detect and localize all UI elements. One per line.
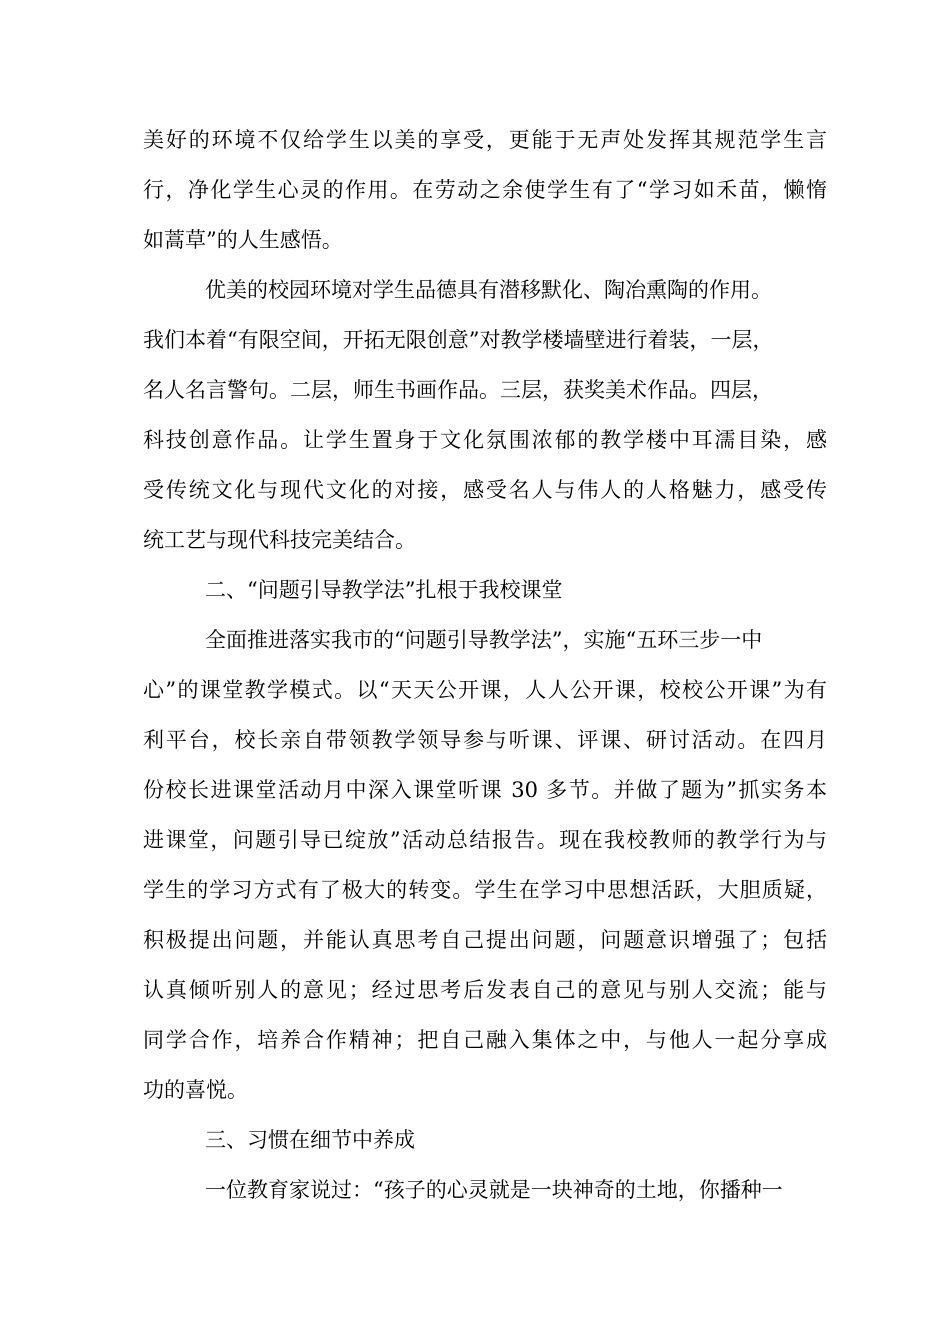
paragraph-line: 名人名言警句。二层，师生书画作品。三层，获奖美术作品。四层， xyxy=(143,378,773,402)
paragraph-line: 全面推进落实我市的“问题引导教学法”，实施“五环三步一中 xyxy=(205,628,763,652)
paragraph-line: 利平台，校长亲自带领教学领导参与听课、评课、研讨活动。在四月 xyxy=(143,728,827,752)
paragraph-line: 美好的环境不仅给学生以美的享受，更能于无声处发挥其规范学生言 xyxy=(143,128,827,152)
paragraph-line: 积极提出问题，并能认真思考自己提出问题，问题意识增强了；包括 xyxy=(143,928,827,952)
paragraph-line: 功的喜悦。 xyxy=(143,1078,248,1102)
paragraph-line: 受传统文化与现代文化的对接，感受名人与伟人的人格魅力，感受传 xyxy=(143,478,827,502)
paragraph-line: 我们本着“有限空间，开拓无限创意”对教学楼墙壁进行着装，一层， xyxy=(143,328,774,352)
paragraph-line: 心”的课堂教学模式。以“天天公开课，人人公开课，校校公开课”为有 xyxy=(143,678,827,702)
section-heading: 三、习惯在细节中养成 xyxy=(205,1128,415,1152)
paragraph-line: 份校长进课堂活动月中深入课堂听课 30 多节。并做了题为”抓实务本 xyxy=(143,778,827,802)
paragraph-line: 优美的校园环境对学生品德具有潜移默化、陶冶熏陶的作用。 xyxy=(205,278,772,302)
paragraph-line: 进课堂，问题引导已绽放”活动总结报告。现在我校教师的教学行为与 xyxy=(143,828,827,852)
paragraph-line: 行，净化学生心灵的作用。在劳动之余使学生有了“学习如禾苗，懒惰 xyxy=(143,178,827,202)
paragraph-line: 一位教育家说过：“孩子的心灵就是一块神奇的土地，你播种一 xyxy=(205,1178,783,1202)
paragraph-line: 统工艺与现代科技完美结合。 xyxy=(143,528,416,552)
paragraph-line: 认真倾听别人的意见；经过思考后发表自己的意见与别人交流；能与 xyxy=(143,978,827,1002)
paragraph-line: 学生的学习方式有了极大的转变。学生在学习中思想活跃，大胆质疑， xyxy=(143,878,827,902)
paragraph-line: 同学合作，培养合作精神；把自己融入集体之中，与他人一起分享成 xyxy=(143,1028,827,1052)
paragraph-line: 如蒿草”的人生感悟。 xyxy=(143,228,343,252)
paragraph-line: 科技创意作品。让学生置身于文化氛围浓郁的教学楼中耳濡目染，感 xyxy=(143,428,827,452)
section-heading: 二、“问题引导教学法”扎根于我校课堂 xyxy=(205,578,563,602)
